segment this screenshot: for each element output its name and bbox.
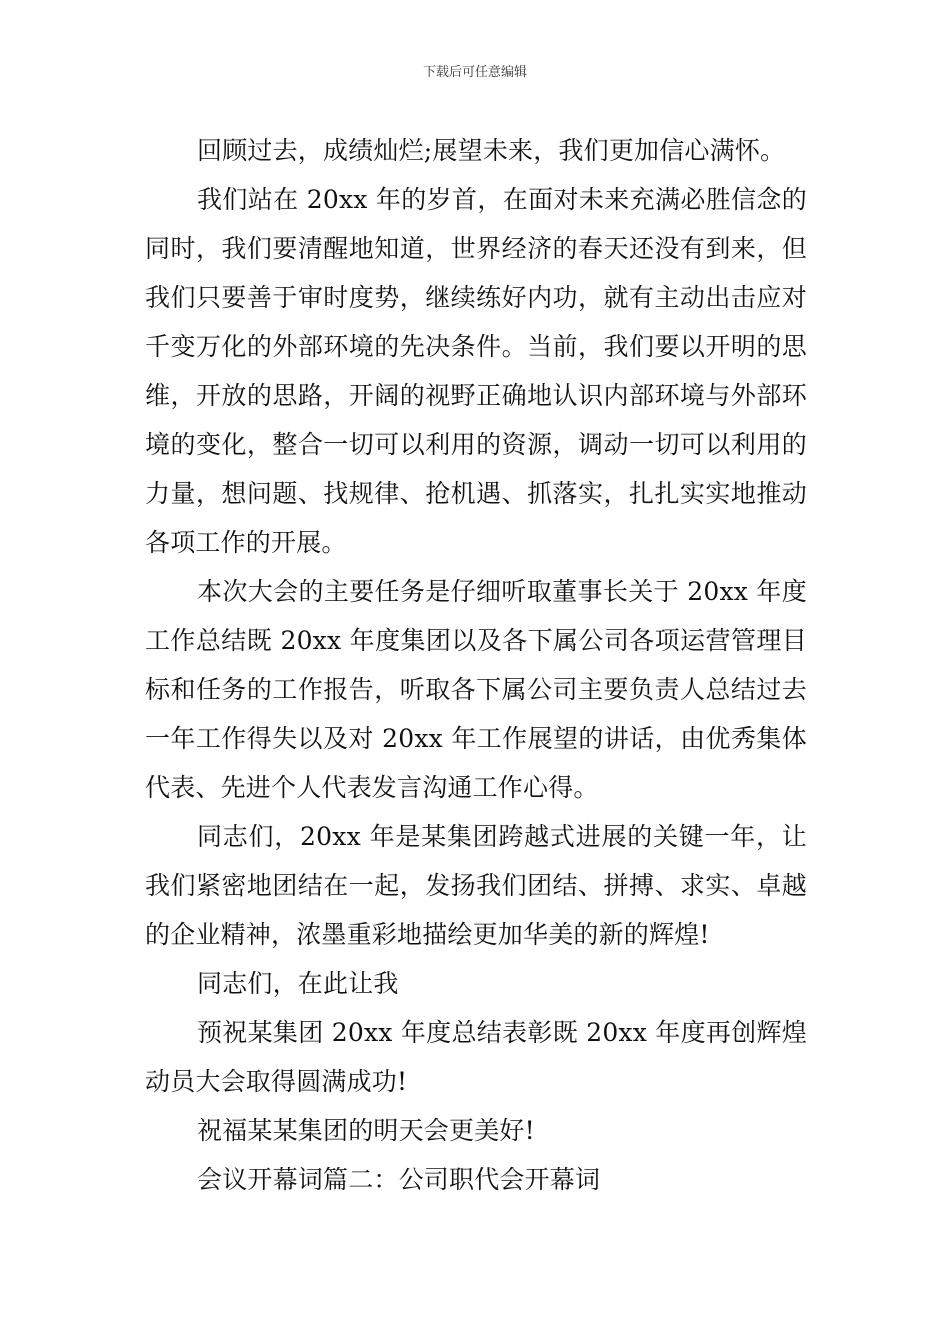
- paragraph-address: 同志们，在此让我: [197, 969, 399, 998]
- paragraph-meeting-tasks: 本次大会的主要任务是仔细听取董事长关于 20xx 年度工作总结既 20xx 年度集团以及各下属公司各项运营管理目标和任务的工作报告，听取各下属公司主要负责人总结过去一年工作得失以及对 20xx 年工作展望的讲话，由优秀集体代表、先进个人代表发言沟通工作心得。: [145, 577, 807, 802]
- page-header-note: 下载后可任意编辑: [422, 65, 527, 80]
- paragraph-review: 回顾过去，成绩灿烂;展望未来，我们更加信心满怀。: [197, 136, 786, 165]
- paragraph-blessing: 祝福某某集团的明天会更美好!: [197, 1116, 535, 1145]
- section-heading-part-two: 会议开幕词篇二：公司职代会开幕词: [197, 1165, 601, 1194]
- paragraph-outlook: 我们站在 20xx 年的岁首，在面对未来充满必胜信念的同时，我们要清醒地知道，世界经济的春天还没有到来，但我们只要善于审时度势，继续练好内功，就有主动出击应对千变万化的外部环境的先决条件。当前，我们要以开明的思维，开放的思路，开阔的视野正确地认识内部环境与外部环境的变化，整合一切可以利用的资源，调动一切可以利用的力量，想问题、找规律、抢机遇、抓落实，扎扎实实地推动各项工作的开展。: [145, 185, 807, 557]
- document-body: [145, 126, 807, 1204]
- paragraph-call-to-action: 同志们，20xx 年是某集团跨越式进展的关键一年，让我们紧密地团结在一起，发扬我们团结、拼搏、求实、卓越的企业精神，浓墨重彩地描绘更加华美的新的辉煌!: [145, 822, 807, 949]
- paragraph-wish-success: 预祝某集团 20xx 年度总结表彰既 20xx 年度再创辉煌动员大会取得圆满成功!: [145, 1018, 807, 1096]
